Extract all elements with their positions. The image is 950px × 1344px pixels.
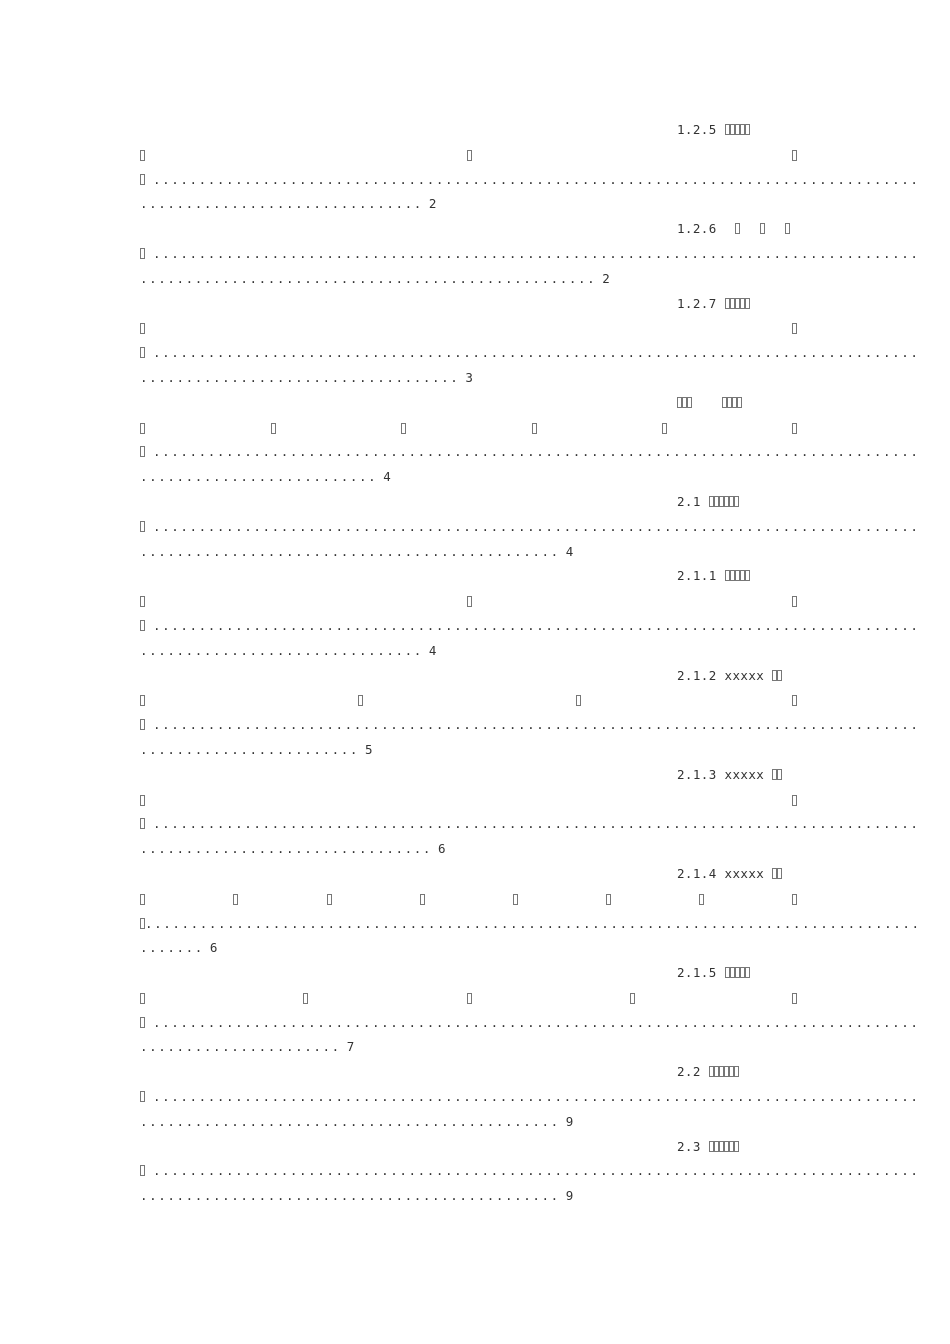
toc-entry[interactable]: 2.1 .................................................................................... .............................................. 4 xyxy=(140,493,920,559)
toc-page-number: 9 xyxy=(565,1113,574,1129)
toc-entry[interactable]: 2.2 .................................................................................... .............................................. 9 xyxy=(140,1064,920,1129)
toc-page-number: 4 xyxy=(383,469,392,485)
toc-entry[interactable]: 2.1.2 xxxxx .................................................................................... ........................ 5 xyxy=(140,667,920,757)
toc-page-number: 5 xyxy=(365,741,373,757)
toc-code: 2.1.2 xxxxx xyxy=(677,667,765,683)
toc-page-number: 6 xyxy=(209,940,218,956)
toc-entry[interactable]: 2.3 .................................................................................... .............................................. 9 xyxy=(140,1138,920,1204)
toc-page-number: 4 xyxy=(428,642,437,658)
toc-code: 2.1 xyxy=(677,493,701,509)
toc-code: 2.1.5 xyxy=(677,965,717,981)
toc-page-number: 2 xyxy=(428,196,437,212)
toc-page-number: 4 xyxy=(565,543,574,559)
table-of-contents xyxy=(140,118,921,1209)
toc-entry[interactable]: 2.1.3 xxxxx .................................................................................... ................................ 6 xyxy=(140,766,920,857)
toc-entry[interactable]: 2.1.4 xxxxx ..................................................................................... ....... 6 xyxy=(140,865,921,956)
toc-page-number: 7 xyxy=(346,1039,355,1055)
toc-code: 2.2 xyxy=(677,1064,701,1080)
toc-entry[interactable]: 2.1.5 .................................................................................... ...................... 7 xyxy=(140,965,920,1055)
toc-entry[interactable]: 1.2.6 .................................................................................... .................................................. 2 xyxy=(140,221,920,286)
toc-code: 2.1.1 xyxy=(677,568,717,584)
toc-code: 2.1.3 xxxxx xyxy=(677,766,765,782)
toc-code: 2.3 xyxy=(677,1138,701,1154)
toc-entry[interactable]: 1.2.7 .................................................................................... ................................... 3 xyxy=(140,295,920,385)
toc-code: 1.2.5 xyxy=(677,122,717,137)
toc-page-number: 2 xyxy=(602,270,611,286)
toc-page-number: 9 xyxy=(565,1188,574,1204)
toc-entry[interactable]: .................................................................................... .......................... 4 xyxy=(140,391,810,490)
toc-code: 1.2.6 xyxy=(677,221,717,237)
toc-code: 1.2.7 xyxy=(677,295,717,311)
toc-entry[interactable]: 2.1.1 .................................................................................... ............................... 4 xyxy=(140,568,920,658)
toc-entry[interactable]: 1.2.5 .................................................................................... ............................... 2 xyxy=(140,122,920,212)
toc-page-number: 6 xyxy=(438,841,446,857)
toc-code: 2.1.4 xxxxx xyxy=(677,865,765,881)
toc-page-number: 3 xyxy=(465,369,474,385)
